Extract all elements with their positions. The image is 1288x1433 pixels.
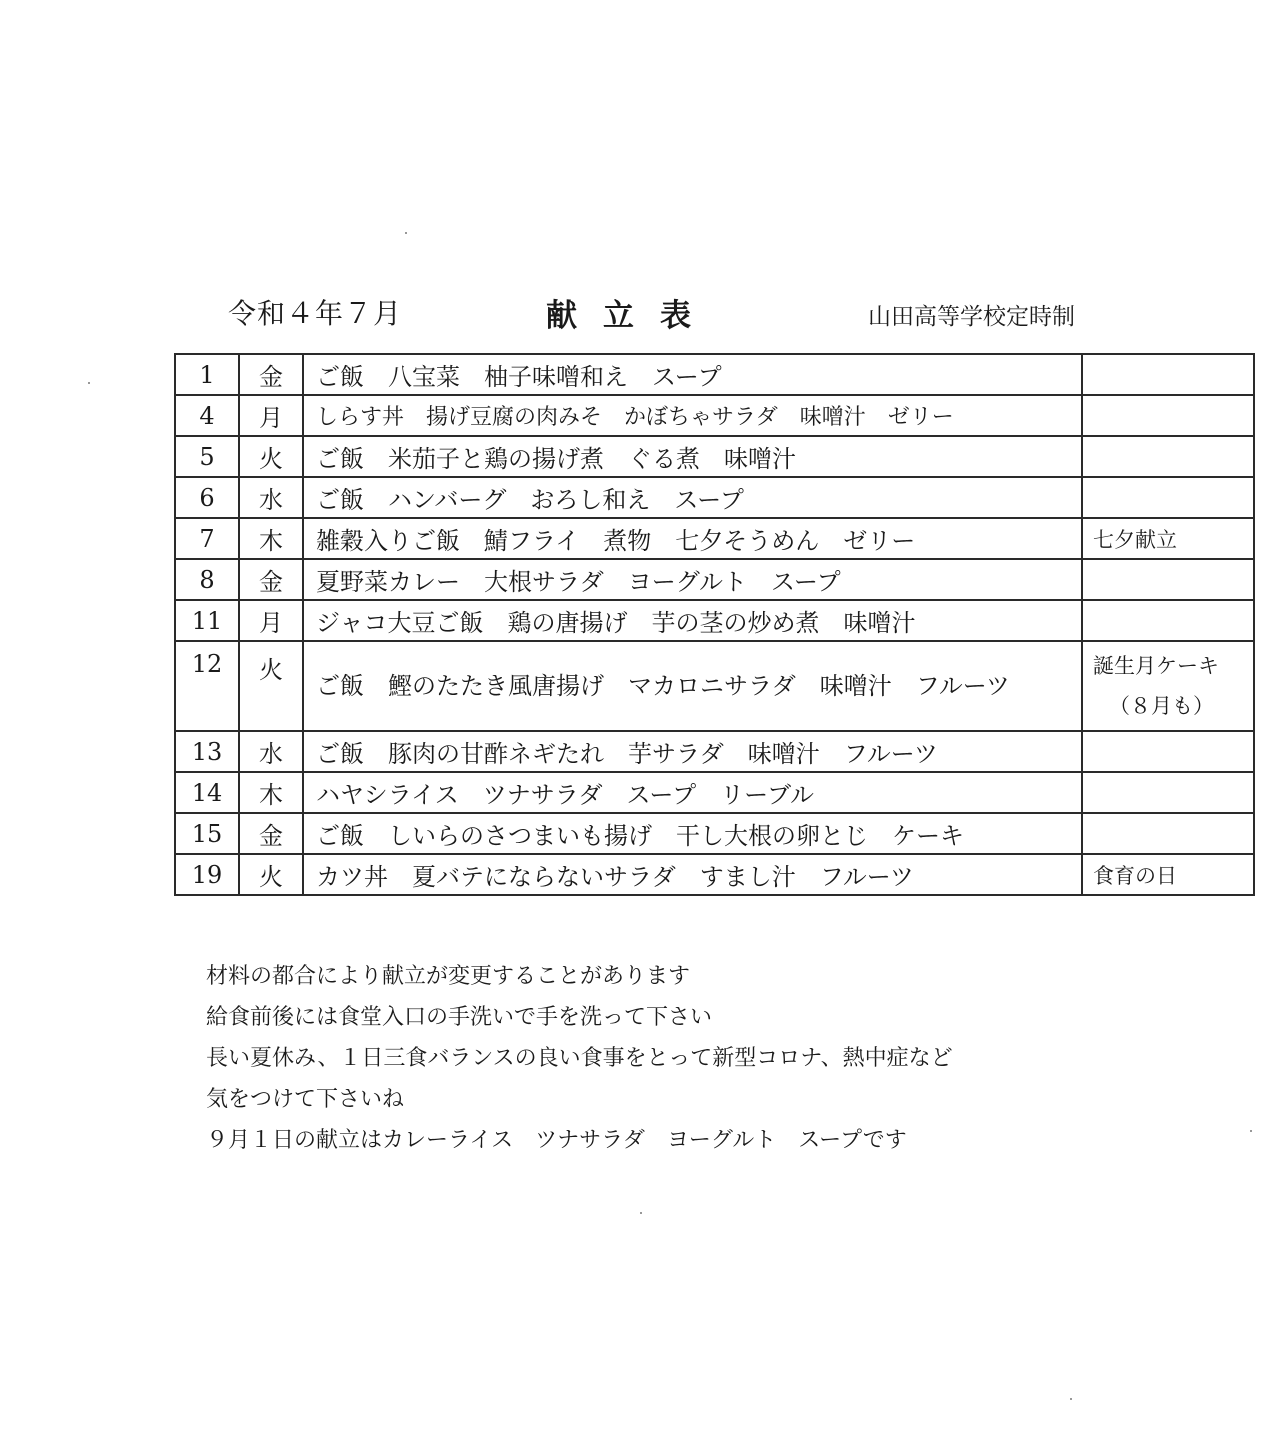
note-cell bbox=[1082, 813, 1254, 854]
weekday-cell: 火 bbox=[239, 436, 303, 477]
notice-line: 気をつけて下さいね bbox=[206, 1087, 405, 1112]
note-cell: 食育の日 bbox=[1082, 854, 1254, 895]
table-row bbox=[175, 731, 1254, 772]
weekday-cell: 木 bbox=[239, 518, 303, 559]
notice-line: 給食前後には食堂入口の手洗いで手を洗って下さい bbox=[206, 1005, 713, 1030]
table-row bbox=[175, 395, 1254, 436]
notice-line: 長い夏休み、１日三食バランスの良い食事をとって新型コロナ、熱中症など bbox=[206, 1046, 953, 1071]
day-cell: 12 bbox=[175, 641, 239, 731]
scan-speck bbox=[88, 382, 90, 384]
notice-line: 材料の都合により献立が変更することがあります bbox=[206, 964, 691, 989]
day-cell: 6 bbox=[175, 477, 239, 518]
table-row bbox=[175, 559, 1254, 600]
dishes-cell: カツ丼 夏バテにならないサラダ すまし汁 フルーツ bbox=[303, 854, 1082, 895]
note-cell bbox=[1082, 731, 1254, 772]
dishes-cell: 雑穀入りご飯 鯖フライ 煮物 七夕そうめん ゼリー bbox=[303, 518, 1082, 559]
table-row bbox=[175, 772, 1254, 813]
weekday-cell: 金 bbox=[239, 559, 303, 600]
dishes-cell: ご飯 米茄子と鶏の揚げ煮 ぐる煮 味噌汁 bbox=[303, 436, 1082, 477]
note-subtext: （８月も） bbox=[1109, 694, 1214, 718]
day-cell: 4 bbox=[175, 395, 239, 436]
day-cell: 15 bbox=[175, 813, 239, 854]
weekday-cell: 木 bbox=[239, 772, 303, 813]
weekday-cell: 火 bbox=[239, 854, 303, 895]
day-cell: 14 bbox=[175, 772, 239, 813]
dishes-cell: ご飯 豚肉の甘酢ネギたれ 芋サラダ 味噌汁 フルーツ bbox=[303, 731, 1082, 772]
dishes-cell: ご飯 八宝菜 柚子味噌和え スープ bbox=[303, 354, 1082, 395]
note-cell bbox=[1082, 641, 1254, 731]
notice-line: ９月１日の献立はカレーライス ツナサラダ ヨーグルト スープです bbox=[206, 1128, 907, 1153]
day-cell: 7 bbox=[175, 518, 239, 559]
note-cell bbox=[1082, 436, 1254, 477]
note-cell bbox=[1082, 395, 1254, 436]
scan-speck bbox=[1070, 1398, 1072, 1400]
table-row bbox=[175, 600, 1254, 641]
notices bbox=[206, 956, 953, 1161]
day-cell: 8 bbox=[175, 559, 239, 600]
dishes-cell: 夏野菜カレー 大根サラダ ヨーグルト スープ bbox=[303, 559, 1082, 600]
weekday-cell: 金 bbox=[239, 354, 303, 395]
note-text: 誕生月ケーキ bbox=[1093, 654, 1219, 678]
dishes-text: ご飯 鰹のたたき風唐揚げ マカロニサラダ 味噌汁 フルーツ bbox=[316, 672, 1010, 700]
note-cell bbox=[1082, 559, 1254, 600]
day-cell: 11 bbox=[175, 600, 239, 641]
table-row bbox=[175, 354, 1254, 395]
weekday-cell: 月 bbox=[239, 600, 303, 641]
day-cell: 1 bbox=[175, 354, 239, 395]
dishes-cell: しらす丼 揚げ豆腐の肉みそ かぼちゃサラダ 味噌汁 ゼリー bbox=[303, 395, 1082, 436]
note-cell bbox=[1082, 477, 1254, 518]
school-name: 山田高等学校定時制 bbox=[868, 304, 1075, 330]
weekday-cell: 火 bbox=[239, 641, 303, 731]
scan-speck bbox=[405, 232, 407, 234]
note-cell bbox=[1082, 600, 1254, 641]
scan-speck bbox=[1250, 1130, 1252, 1132]
note-cell bbox=[1082, 772, 1254, 813]
weekday-cell: 月 bbox=[239, 395, 303, 436]
weekday-cell: 水 bbox=[239, 731, 303, 772]
table-row bbox=[175, 813, 1254, 854]
dishes-cell bbox=[303, 641, 1082, 731]
scan-speck bbox=[640, 1212, 642, 1214]
day-cell: 13 bbox=[175, 731, 239, 772]
dishes-cell: ハヤシライス ツナサラダ スープ リーブル bbox=[303, 772, 1082, 813]
day-cell: 19 bbox=[175, 854, 239, 895]
table-row bbox=[175, 477, 1254, 518]
day-cell: 5 bbox=[175, 436, 239, 477]
page-title: 献立表 bbox=[546, 298, 717, 334]
table-row bbox=[175, 518, 1254, 559]
table-row bbox=[175, 854, 1254, 895]
weekday-cell: 金 bbox=[239, 813, 303, 854]
dishes-cell: ジャコ大豆ご飯 鶏の唐揚げ 芋の茎の炒め煮 味噌汁 bbox=[303, 600, 1082, 641]
menu-table bbox=[174, 353, 1255, 896]
dishes-cell: ご飯 ハンバーグ おろし和え スープ bbox=[303, 477, 1082, 518]
note-cell: 七夕献立 bbox=[1082, 518, 1254, 559]
header-era-month: 令和４年７月 bbox=[228, 297, 403, 330]
note-cell bbox=[1082, 354, 1254, 395]
table-row bbox=[175, 436, 1254, 477]
table-row bbox=[175, 641, 1254, 731]
dishes-cell: ご飯 しいらのさつまいも揚げ 干し大根の卵とじ ケーキ bbox=[303, 813, 1082, 854]
weekday-cell: 水 bbox=[239, 477, 303, 518]
